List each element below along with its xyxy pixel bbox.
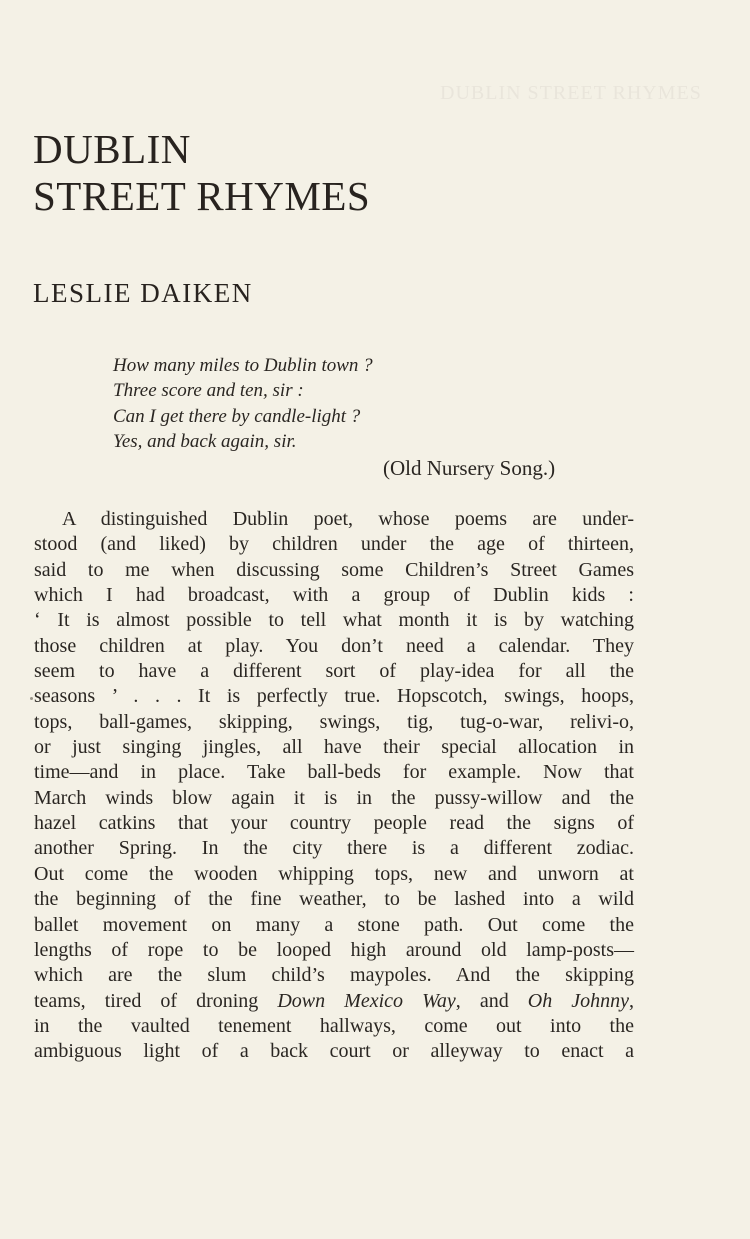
verse-line: Three score and ten, sir : (113, 380, 304, 402)
bleed-through-text: DUBLIN STREET RHYMES (440, 82, 702, 104)
song-title: Down Mexico Way (277, 989, 456, 1012)
text-fragment: , (629, 989, 634, 1012)
text-line (34, 989, 634, 1014)
text-line: tops, ball-games, skipping, swings, tig, tug-o-war, relivi-o, (34, 710, 634, 733)
text-line: which are the slum child’s maypoles. And the skipping (34, 964, 634, 987)
epigraph-verse (113, 353, 373, 454)
margin-dot (30, 697, 33, 700)
text-line: time—and in place. Take ball-beds for example. Now that (34, 761, 634, 784)
verse-line: Yes, and back again, sir. (113, 430, 297, 452)
text-line: those children at play. You don’t need a calendar. They (34, 634, 634, 657)
text-line: ballet movement on many a stone path. Out come the (34, 913, 634, 936)
epigraph-attribution: (Old Nursery Song.) (383, 456, 556, 480)
text-line: hazel catkins that your country people read the signs of (34, 812, 634, 835)
text-line: ambiguous light of a back court or alleyway to enact a (34, 1040, 634, 1063)
text-line: A distinguished Dublin poet, whose poems are under- (62, 508, 634, 530)
verse-line: How many miles to Dublin town ? (113, 355, 373, 376)
song-title: Oh Johnny (527, 989, 629, 1012)
text-line: said to me when discussing some Children’s Street Games (34, 558, 634, 581)
text-line: another Spring. In the city there is a different zodiac. (34, 837, 634, 860)
verse-line: Can I get there by candle-light ? (113, 405, 361, 427)
text-line: ‘ It is almost possible to tell what month it is by watching (34, 609, 634, 632)
text-line: or just singing jingles, all have their special allocation in (34, 736, 634, 759)
title-line-1: DUBLIN (33, 126, 191, 172)
text-line: which I had broadcast, with a group of Dublin kids : (34, 584, 634, 607)
author-name: LESLIE DAIKEN (33, 278, 253, 308)
text-line: lengths of rope to be looped high around old lamp-posts— (34, 938, 634, 961)
text-fragment: , and (455, 989, 528, 1012)
text-fragment: teams, tired of droning (34, 989, 278, 1012)
text-line: March winds blow again it is in the pussy-willow and the (34, 786, 634, 809)
body-text (34, 507, 634, 1065)
text-line: in the vaulted tenement hallways, come out into the (34, 1014, 634, 1037)
title-line-2: STREET RHYMES (33, 173, 371, 220)
text-line: the beginning of the fine weather, to be lashed into a wild (34, 888, 634, 911)
text-line: stood (and liked) by children under the age of thirteen, (34, 533, 634, 556)
text-line: seasons ’ . . . It is perfectly true. Hopscotch, swings, hoops, (34, 685, 634, 708)
article-title (33, 126, 370, 220)
text-line: Out come the wooden whipping tops, new and unworn at (34, 862, 634, 885)
text-line: seem to have a different sort of play-idea for all the (34, 660, 634, 683)
